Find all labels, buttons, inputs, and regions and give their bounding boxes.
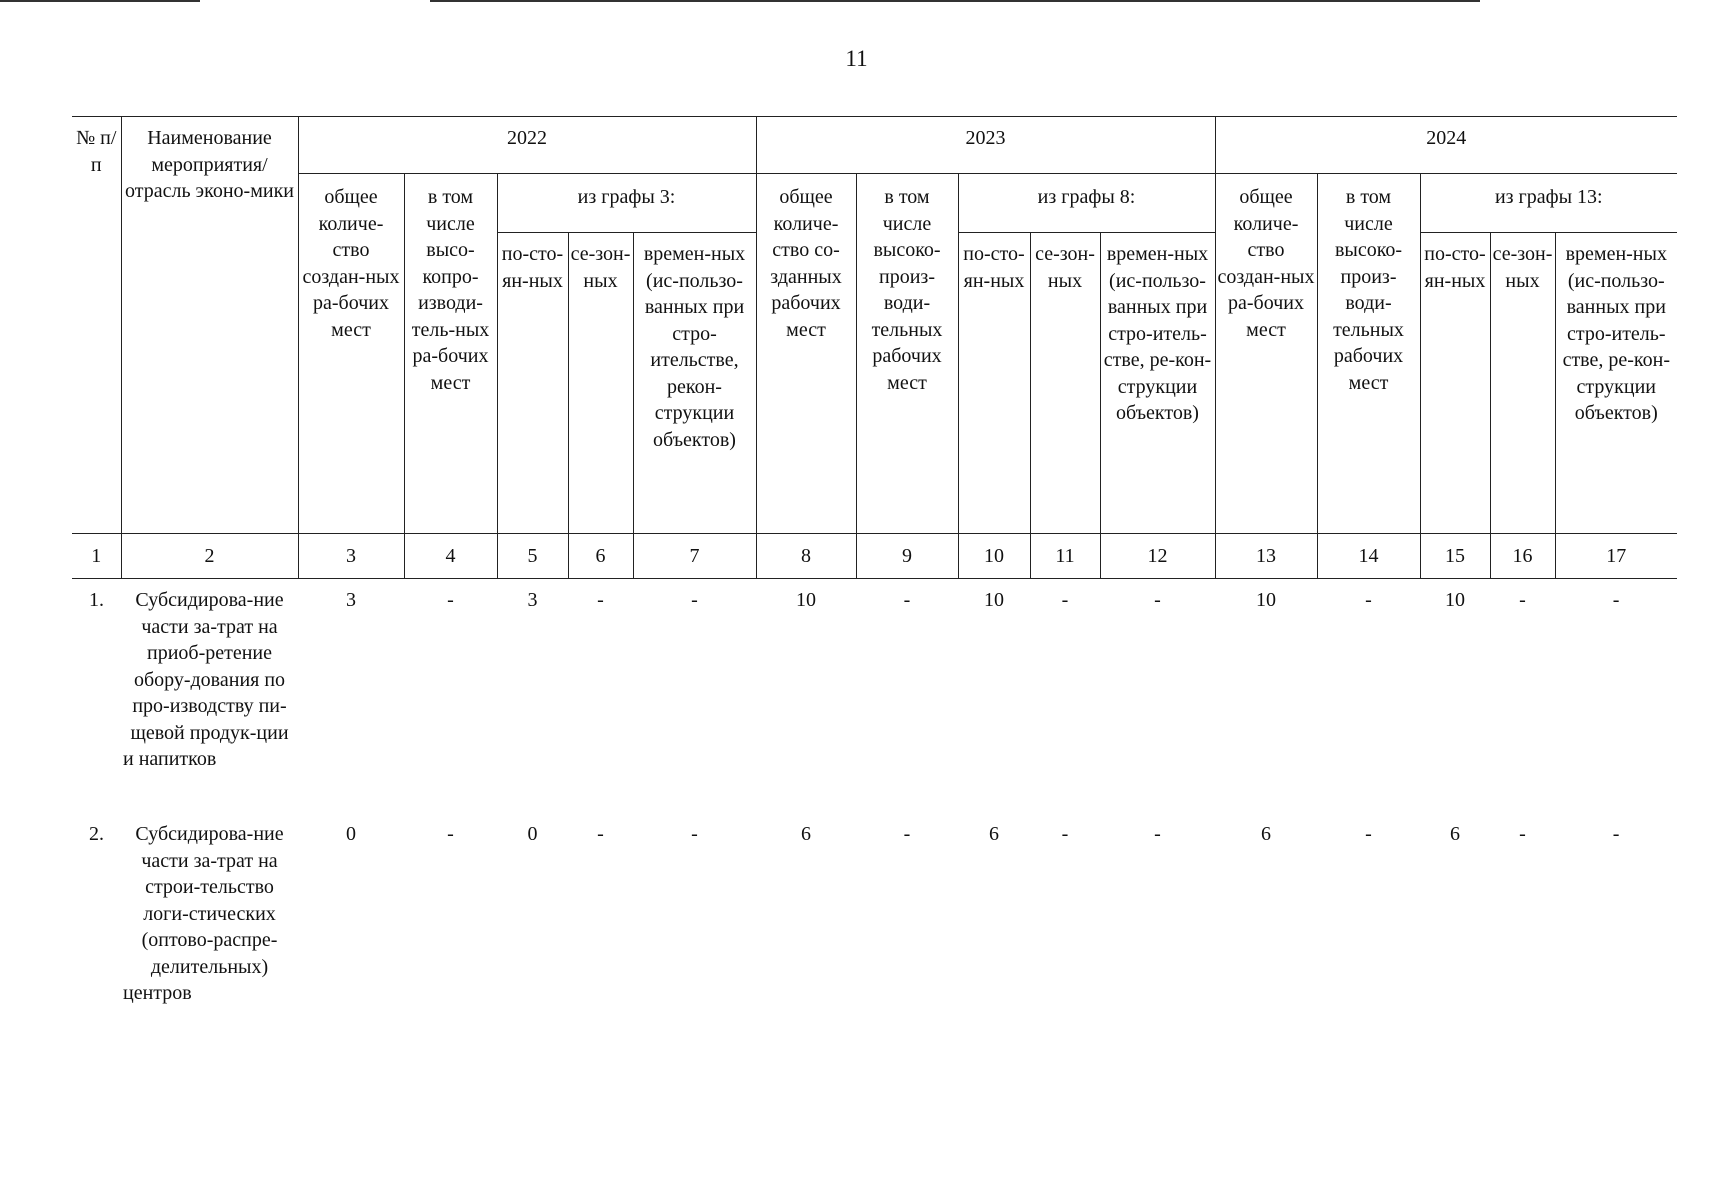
col-header-high-productivity: в том числе высоко-произ-води-тельных рабочих мест xyxy=(856,174,958,534)
column-number: 2 xyxy=(121,534,298,579)
column-number: 11 xyxy=(1030,534,1100,579)
cell-value: - xyxy=(903,823,911,845)
column-number: 12 xyxy=(1100,534,1215,579)
col-header-total: общее количе-ство создан-ных ра-бочих мест xyxy=(298,174,404,534)
col-header-temporary: времен-ных (ис-пользо-ванных при стро-ительстве, рекон-струкции объектов) xyxy=(633,233,756,534)
measure-name: Субсидирова-ние части за-трат на строи-тельство логи-стических (оптово-распре-делительных) центров xyxy=(123,823,284,1004)
year-header-2024: 2024 xyxy=(1215,117,1677,174)
cell-value: - xyxy=(597,823,604,845)
column-number: 7 xyxy=(633,534,756,579)
col-header-high-productivity: в том числе высо-копро-изводи-тель-ных ра-бочих мест xyxy=(404,174,497,534)
cell-value: - xyxy=(1519,823,1526,845)
column-number: 4 xyxy=(404,534,497,579)
col-header-permanent: по-сто-ян-ных xyxy=(497,233,568,534)
cell-value: 10 xyxy=(1445,589,1465,611)
cell-value: - xyxy=(1612,589,1620,611)
row-number: 1. xyxy=(89,589,104,611)
page-number: 11 xyxy=(845,46,868,71)
cell-value: 0 xyxy=(346,823,356,845)
col-header-total: общее количе-ство со-зданных рабочих мест xyxy=(756,174,856,534)
table-row xyxy=(72,579,1677,814)
measure-name: Субсидирова-ние части за-трат на приоб-ретение обору-дования по про-изводству пи-щевой продук-ции и напитков xyxy=(123,589,289,770)
year-header-2023: 2023 xyxy=(756,117,1215,174)
cell-value: 3 xyxy=(527,589,538,611)
cell-value: 6 xyxy=(989,823,999,845)
cell-value: - xyxy=(1365,823,1372,845)
cell-value: - xyxy=(691,823,698,845)
cell-value: - xyxy=(903,589,911,611)
column-number: 13 xyxy=(1215,534,1317,579)
column-number: 15 xyxy=(1420,534,1490,579)
cell-value: - xyxy=(1061,589,1069,611)
column-number: 17 xyxy=(1555,534,1677,579)
column-number: 5 xyxy=(497,534,568,579)
col-header-total: общее количе-ство создан-ных ра-бочих мест xyxy=(1215,174,1317,534)
cell-value: - xyxy=(1612,823,1620,845)
col-header-high-productivity: в том числе высоко-произ-води-тельных рабочих мест xyxy=(1317,174,1420,534)
col-header-name: Наименование мероприятия/ отрасль эконо-мики xyxy=(121,117,298,534)
cell-value: - xyxy=(1154,589,1161,611)
cell-value: 6 xyxy=(1450,823,1460,845)
column-number: 8 xyxy=(756,534,856,579)
table-row xyxy=(72,813,1677,1061)
cell-value: - xyxy=(1154,823,1161,845)
row-number: 2. xyxy=(89,823,104,845)
col-header-temporary: времен-ных (ис-пользо-ванных при стро-итель-стве, ре-кон-струкции объектов) xyxy=(1555,233,1677,534)
col-header-permanent: по-сто-ян-ных xyxy=(958,233,1030,534)
column-number: 10 xyxy=(958,534,1030,579)
cell-value: - xyxy=(447,589,454,611)
cell-value: - xyxy=(447,823,454,845)
cell-value: - xyxy=(691,589,698,611)
cell-value: - xyxy=(1061,823,1069,845)
column-number: 1 xyxy=(72,534,121,579)
cell-value: 10 xyxy=(1256,589,1276,611)
column-number: 16 xyxy=(1490,534,1555,579)
col-header-temporary: времен-ных (ис-пользо-ванных при стро-итель-стве, ре-кон-струкции объектов) xyxy=(1100,233,1215,534)
column-number: 6 xyxy=(568,534,633,579)
cell-value: 6 xyxy=(801,823,811,845)
jobs-table xyxy=(72,116,1677,1061)
col-header-seasonal: се-зон-ных xyxy=(568,233,633,534)
cell-value: 10 xyxy=(796,589,816,611)
cell-value: - xyxy=(1519,589,1526,611)
col-header-of-column: из графы 8: xyxy=(958,174,1215,233)
col-header-seasonal: се-зон-ных xyxy=(1030,233,1100,534)
column-number-row xyxy=(72,534,1677,579)
column-number: 3 xyxy=(298,534,404,579)
col-header-of-column: из графы 13: xyxy=(1420,174,1677,233)
cell-value: 6 xyxy=(1261,823,1271,845)
top-edge-line xyxy=(0,0,200,2)
cell-value: 10 xyxy=(984,589,1004,611)
col-header-of-column: из графы 3: xyxy=(497,174,756,233)
col-header-num: № п/п xyxy=(72,117,121,534)
col-header-permanent: по-сто-ян-ных xyxy=(1420,233,1490,534)
top-edge-line xyxy=(430,0,1480,2)
cell-value: - xyxy=(1365,589,1372,611)
col-header-seasonal: се-зон-ных xyxy=(1490,233,1555,534)
column-number: 9 xyxy=(856,534,958,579)
cell-value: 0 xyxy=(527,823,538,845)
cell-value: 3 xyxy=(346,589,356,611)
year-header-2022: 2022 xyxy=(298,117,756,174)
column-number: 14 xyxy=(1317,534,1420,579)
cell-value: - xyxy=(597,589,604,611)
